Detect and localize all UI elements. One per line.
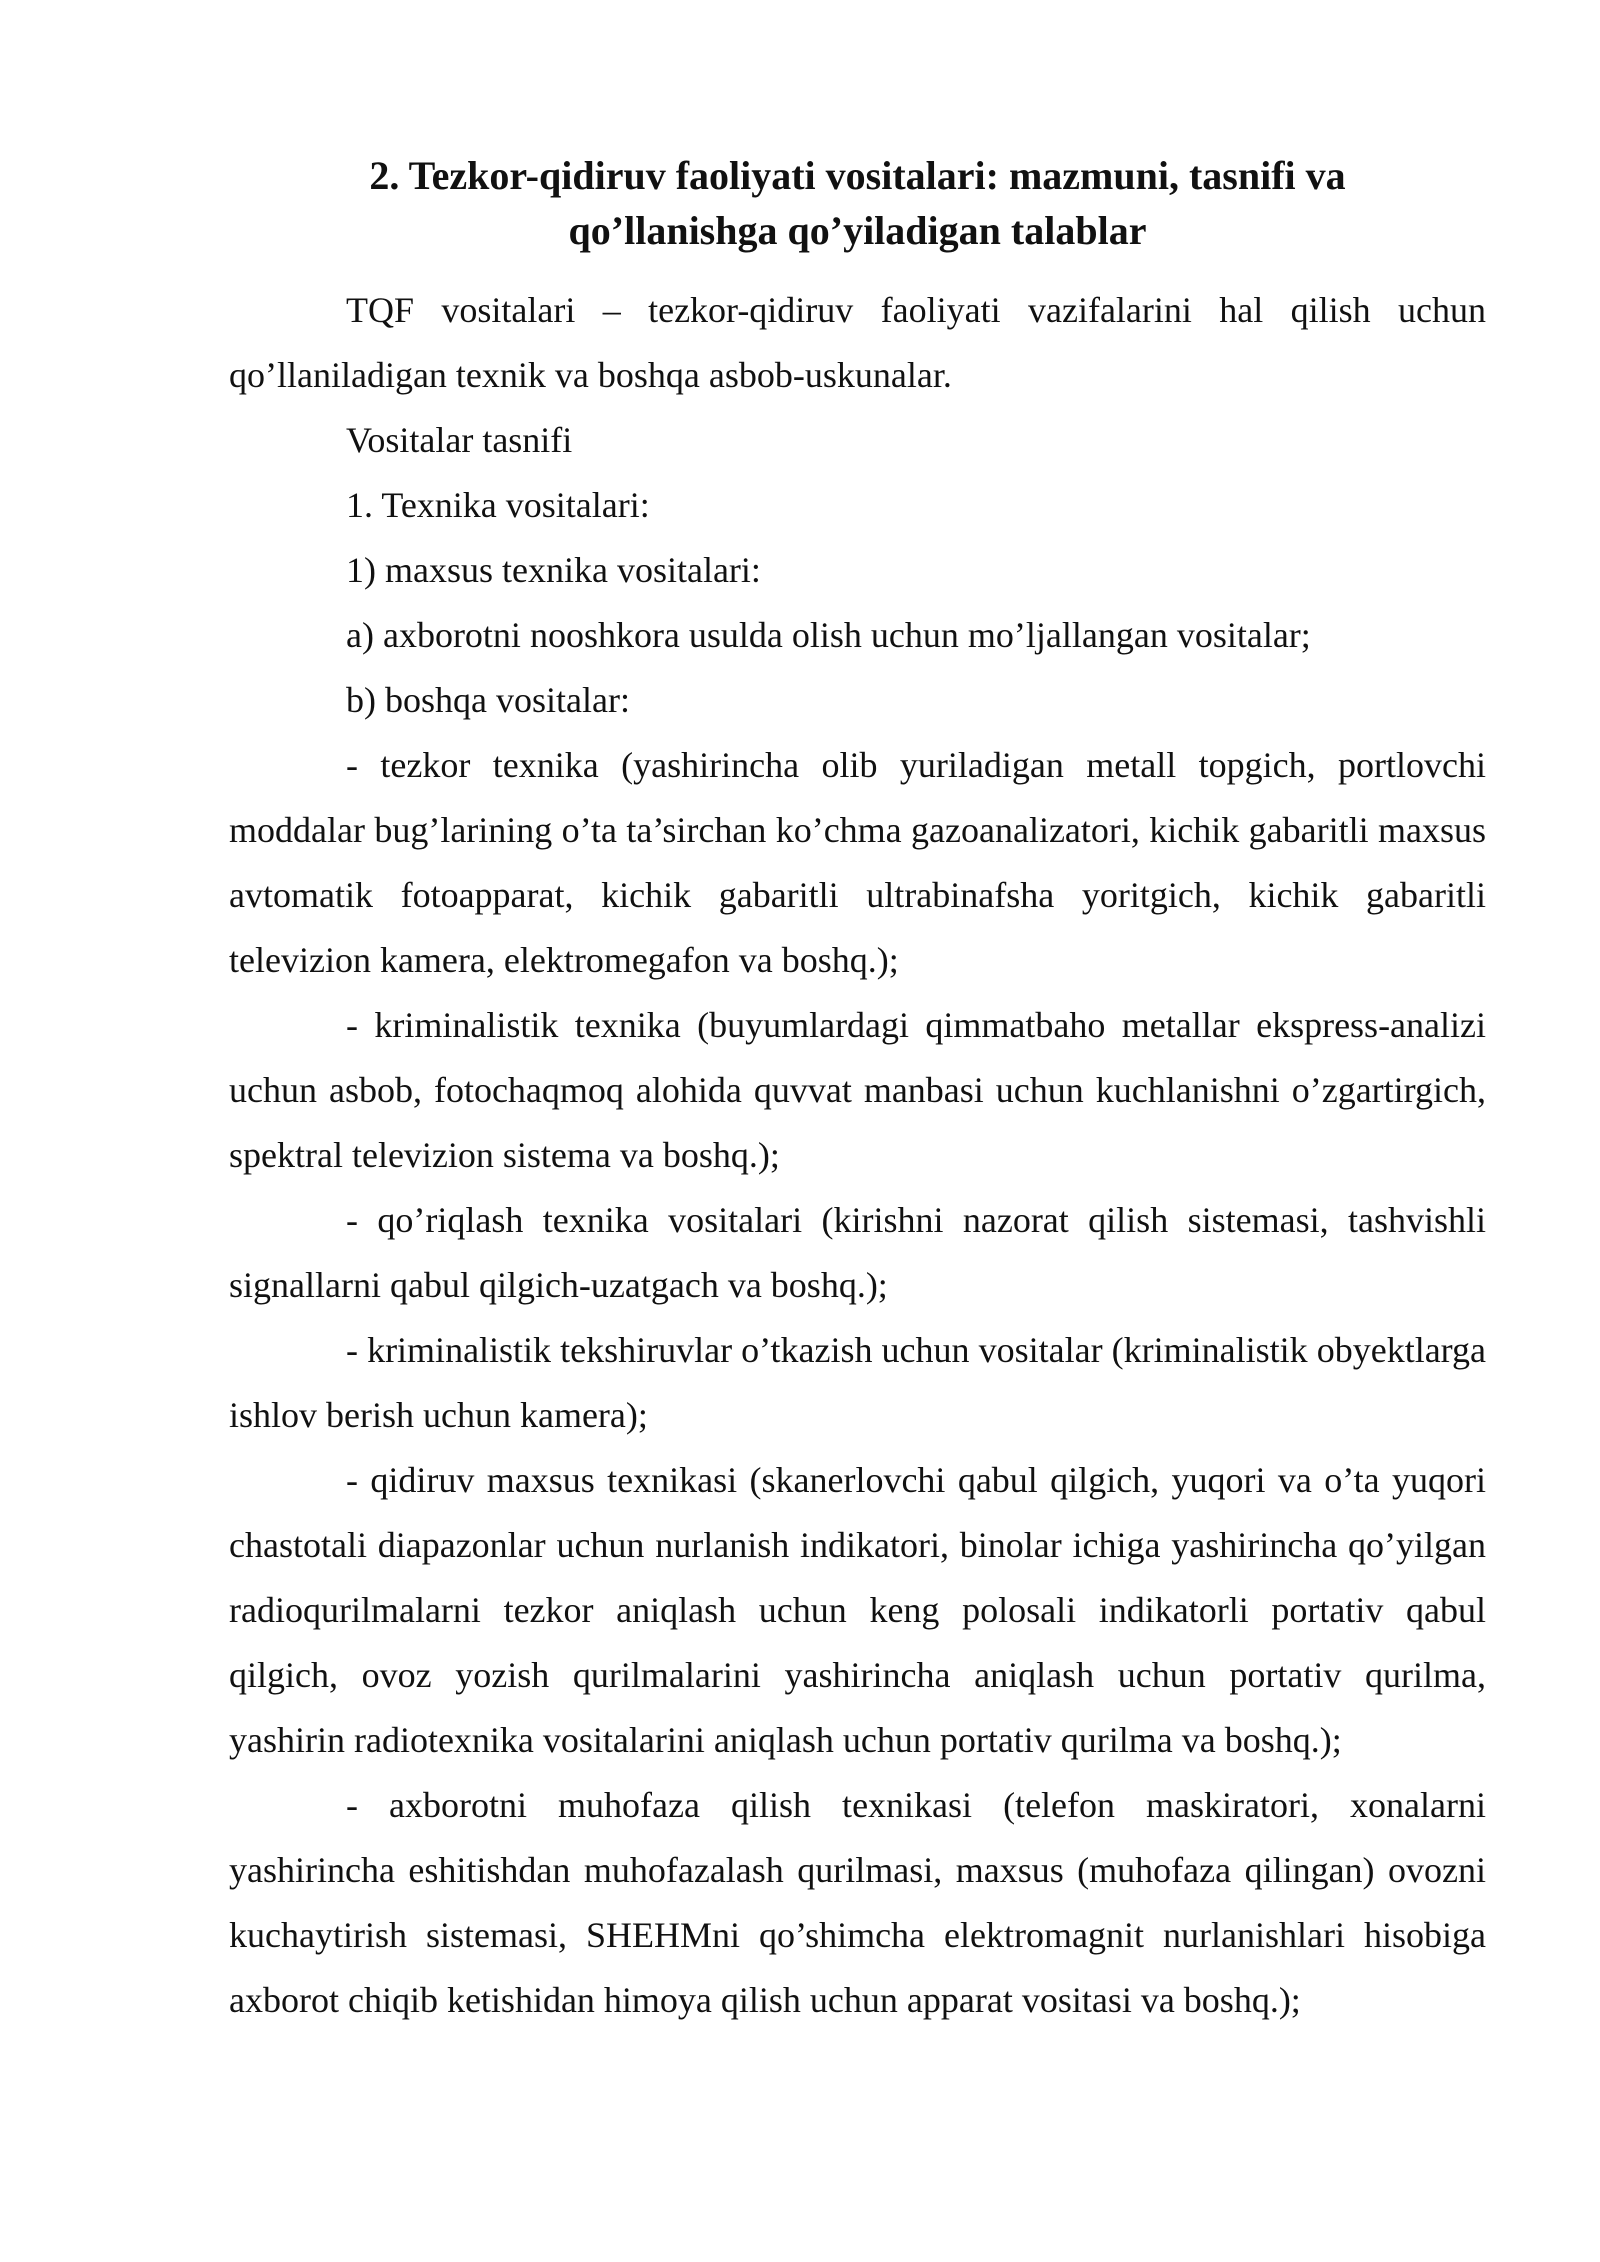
section-title-line-1: 2. Tezkor-qidiruv faoliyati vositalari: mazmuni, tasnifi va [369, 153, 1346, 198]
list-item-a: a) axborotni nooshkora usulda olish uchun mo’ljallangan vositalar; [346, 615, 1311, 655]
bullet-paragraph-search-equipment: - qidiruv maxsus texnikasi (skanerlovchi qabul qilgich, yuqori va o’ta yuqori chastotali diapazonlar uchun nurlanish indikatori, binolar ichiga yashirincha qo’yilgan radioqurilmalarni tezkor aniqlash uchun keng polosali indikatorli portativ qabul qilgich, ovoz yozish qurilmalarini yashirincha aniqlash uchun portativ qurilma, yashirin radiotexnika vositalarini aniqlash uchun portativ qurilma va boshq.); [229, 1460, 1486, 1760]
classification-heading: Vositalar tasnifi [346, 420, 573, 460]
intro-paragraph: TQF vositalari – tezkor-qidiruv faoliyati vazifalarini hal qilish uchun qo’llaniladigan texnik va boshqa asbob-uskunalar. [229, 290, 1486, 395]
bullet-paragraph-forensic-examination-tools: - kriminalistik tekshiruvlar o’tkazish uchun vositalar (kriminalistik obyektlarga ishlov berish uchun kamera); [229, 1330, 1486, 1435]
bullet-paragraph-security-equipment: - qo’riqlash texnika vositalari (kirishni nazorat qilish sistemasi, tashvishli signallarni qabul qilgich-uzatgach va boshq.); [229, 1200, 1486, 1305]
list-item-b: b) boshqa vositalar: [346, 680, 630, 720]
bullet-paragraph-information-protection: - axborotni muhofaza qilish texnikasi (telefon maskiratori, xonalarni yashirincha eshitishdan muhofazalash qurilmasi, maxsus (muhofaza qilingan) ovozni kuchaytirish sistemasi, SHEHMni qo’shimcha elektromagnit nurlanishlari hisobiga axborot chiqib ketishidan himoya qilish uchun apparat vositasi va boshq.); [229, 1785, 1486, 2020]
document-page [229, 148, 1486, 2033]
bullet-paragraph-operational-equipment: - tezkor texnika (yashirincha olib yuriladigan metall topgich, portlovchi moddalar bug’larining o’ta ta’sirchan ko’chma gazoanalizatori, kichik gabaritli maxsus avtomatik fotoapparat, kichik gabaritli ultrabinafsha yoritgich, kichik gabaritli televizion kamera, elektromegafon va boshq.); [229, 745, 1486, 980]
section-1-heading: 1. Texnika vositalari: [346, 485, 650, 525]
subsection-1-heading: 1) maxsus texnika vositalari: [346, 550, 761, 590]
section-title [229, 148, 1486, 258]
bullet-paragraph-forensic-equipment: - kriminalistik texnika (buyumlardagi qimmatbaho metallar ekspress-analizi uchun asbob, fotochaqmoq alohida quvvat manbasi uchun kuchlanishni o’zgartirgich, spektral televizion sistema va boshq.); [229, 1005, 1486, 1175]
section-title-line-2: qo’llanishga qo’yiladigan talablar [568, 208, 1147, 253]
